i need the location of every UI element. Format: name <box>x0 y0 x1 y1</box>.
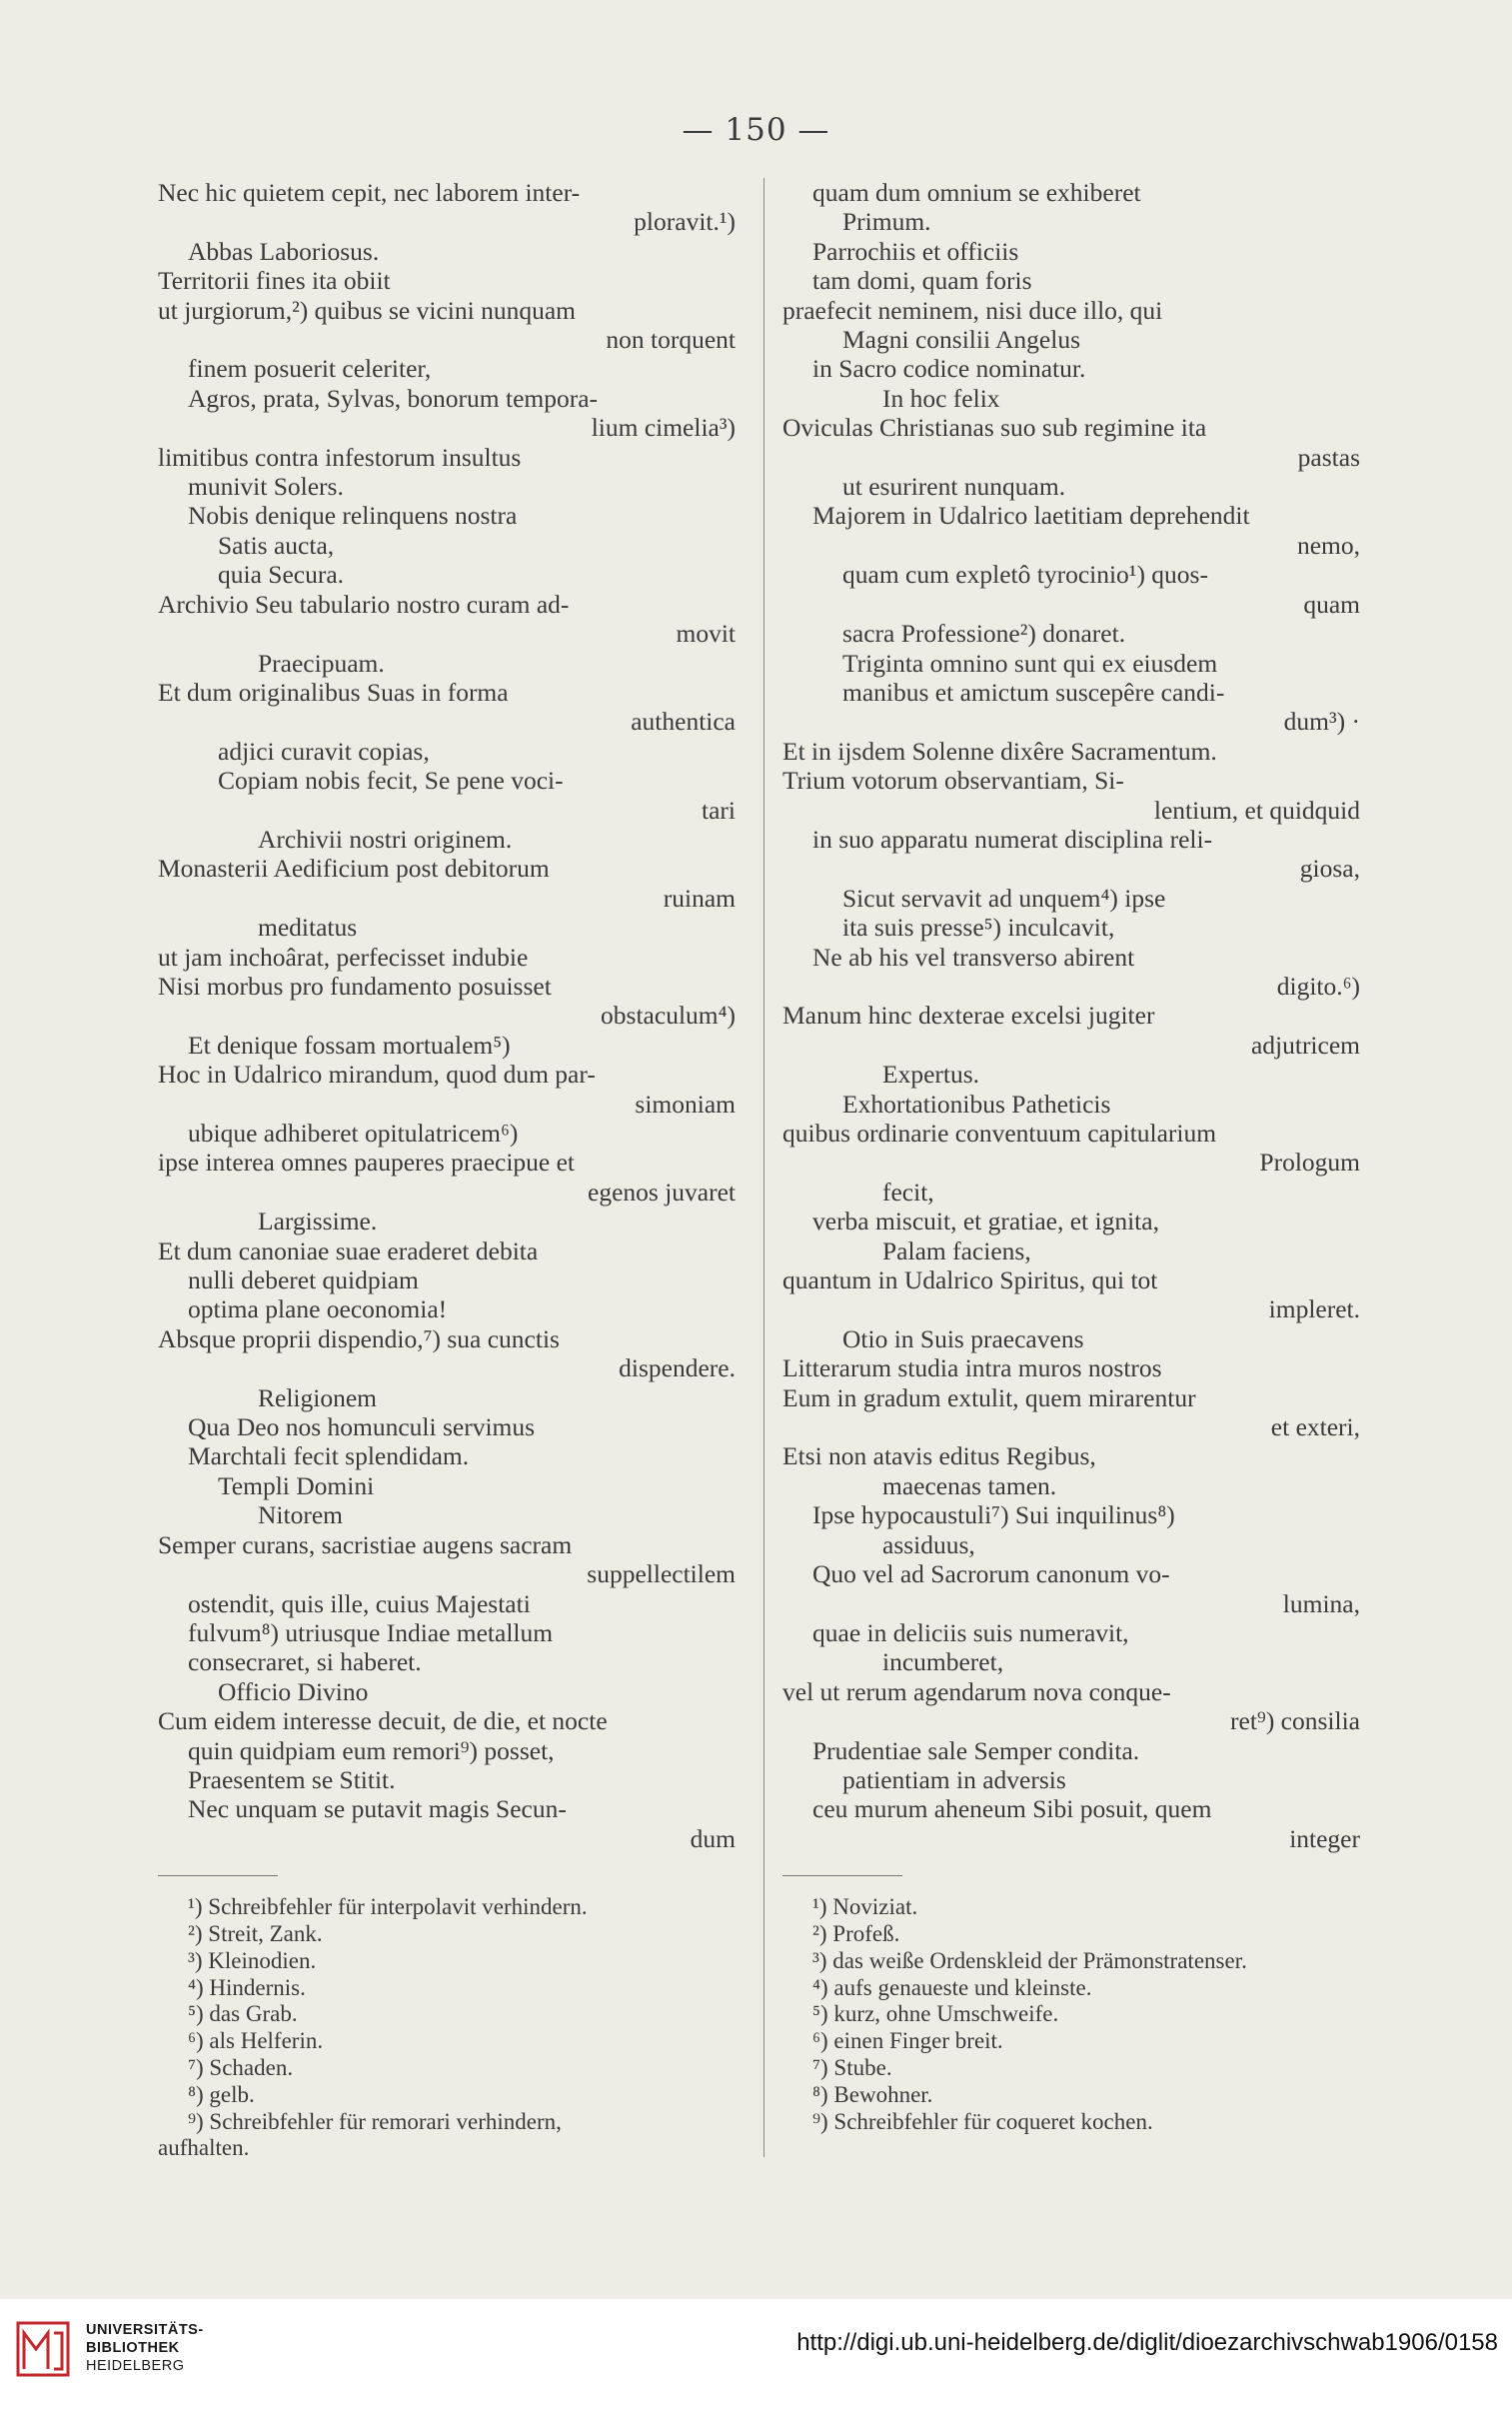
right-column-text-line: Expertus. <box>882 1060 980 1090</box>
footer-bar <box>0 2299 1512 2418</box>
left-column-text-line: tari <box>702 795 736 825</box>
right-column-text-line: Ipse hypocaustuli⁷) Sui inquilinus⁸) <box>812 1500 1175 1530</box>
right-column-text-line: quantum in Udalrico Spiritus, qui tot <box>782 1265 1158 1295</box>
right-column-text-line: Trium votorum observantiam, Si- <box>782 766 1124 796</box>
right-column-text-line: Exhortationibus Patheticis <box>842 1089 1111 1119</box>
right-column-text-line: fecit, <box>882 1177 934 1207</box>
left-column-text-line: Nitorem <box>258 1500 343 1530</box>
left-column-text-line: Archivii nostri originem. <box>258 824 513 854</box>
right-column-text-line: manibus et amictum suscepêre candi- <box>842 677 1225 707</box>
left-column-text-line: dum <box>690 1823 736 1853</box>
right-column-text-line: integer <box>1289 1823 1360 1853</box>
footnote-rule <box>782 1875 902 1876</box>
left-column-footnote: ²) Streit, Zank. <box>188 1920 323 1946</box>
right-column-text-line: ut esurirent nunquam. <box>842 472 1066 502</box>
right-column-text-line: verba miscuit, et gratiae, et ignita, <box>812 1207 1159 1236</box>
right-column-text-line: Etsi non atavis editus Regibus, <box>782 1441 1096 1471</box>
left-column-text-line: Et dum originalibus Suas in forma <box>158 677 509 707</box>
left-column-text-line: Abbas Laboriosus. <box>188 236 380 266</box>
logo-line-2: BIBLIOTHEK <box>86 2340 180 2356</box>
university-logo-icon <box>14 2319 72 2379</box>
left-column <box>158 178 746 2162</box>
right-column-footnote: ⁹) Schreibfehler für coqueret kochen. <box>812 2108 1153 2134</box>
left-column-text-line: Praesentem se Stitit. <box>188 1764 396 1794</box>
left-column-footnote: ⁹) Schreibfehler für remorari verhindern, <box>188 2108 562 2134</box>
left-column-footnote: ⁶) als Helferin. <box>188 2028 324 2054</box>
left-column-text-line: ploravit.¹) <box>634 207 736 237</box>
left-column-text-line: Agros, prata, Sylvas, bonorum tempora- <box>188 383 599 413</box>
left-column-text-line: Largissime. <box>258 1207 378 1236</box>
left-column-text-line: Praecipuam. <box>258 648 385 678</box>
left-column-text-line: Satis aucta, <box>218 530 335 560</box>
right-column-text-line: Quo vel ad Sacrorum canonum vo- <box>812 1559 1170 1589</box>
left-column-text-line: Cum eidem interesse decuit, de die, et nocte <box>158 1706 608 1736</box>
right-column-text-line: Manum hinc dexterae excelsi jugiter <box>782 1001 1155 1031</box>
right-column-text-line: praefecit neminem, nisi duce illo, qui <box>782 295 1163 325</box>
right-column-text-line: quam dum omnium se exhiberet <box>812 178 1141 207</box>
right-column-text-line: giosa, <box>1299 854 1360 884</box>
left-column-text-line: Nec hic quietem cepit, nec laborem inter- <box>158 178 581 207</box>
left-column-text-line: Marchtali fecit splendidam. <box>188 1441 470 1471</box>
right-column-text-line: Palam faciens, <box>882 1235 1031 1265</box>
left-column-text-line: Et denique fossam mortualem⁵) <box>188 1030 511 1060</box>
left-column-text-line: Archivio Seu tabulario nostro curam ad- <box>158 589 570 619</box>
right-column-footnote: ⁷) Stube. <box>812 2054 892 2080</box>
right-column-text-line: quibus ordinarie conventuum capitularium <box>782 1119 1217 1148</box>
left-column-footnote: ⁸) gelb. <box>188 2081 255 2107</box>
right-column-text-line: tam domi, quam foris <box>812 266 1032 296</box>
left-column-text-line: Territorii fines ita obiit <box>158 266 391 296</box>
column-divider <box>763 178 764 2157</box>
left-column-text-line: Qua Deo nos homunculi servimus <box>188 1412 536 1442</box>
left-column-text-line: Templi Domini <box>218 1470 375 1500</box>
right-column-text-line: Litterarum studia intra muros nostros <box>782 1353 1162 1383</box>
right-column-text-line: et exteri, <box>1270 1412 1360 1442</box>
left-column-text-line: limitibus contra infestorum insultus <box>158 442 522 472</box>
right-column-text-line: Eum in gradum extulit, quem mirarentur <box>782 1382 1196 1412</box>
right-column-footnote: ²) Profeß. <box>812 1920 900 1946</box>
left-column-text-line: ubique adhiberet opitulatricem⁶) <box>188 1119 519 1148</box>
source-url-link[interactable]: http://digi.ub.uni-heidelberg.de/diglit/dioezarchivschwab1906/0158 <box>796 2329 1498 2356</box>
left-column-text-line: Monasterii Aedificium post debitorum <box>158 854 550 884</box>
left-column-footnote: ⁵) das Grab. <box>188 2001 298 2027</box>
right-column-text-line: in Sacro codice nominatur. <box>812 354 1086 384</box>
left-column-text-line: consecraret, si haberet. <box>188 1647 422 1677</box>
right-column-footnote: ⁸) Bewohner. <box>812 2081 933 2107</box>
left-column-text-line: meditatus <box>258 913 358 943</box>
right-column-text-line: ita suis presse⁵) inculcavit, <box>842 913 1115 943</box>
right-column-text-line: Otio in Suis praecavens <box>842 1323 1084 1353</box>
left-column-text-line: lium cimelia³) <box>591 413 736 443</box>
right-column-text-line: Sicut servavit ad unquem⁴) ipse <box>842 883 1166 913</box>
right-column-footnote: ⁵) kurz, ohne Umschweife. <box>812 2001 1059 2027</box>
page-number: — 150 — <box>682 112 830 148</box>
left-column-text-line: Officio Divino <box>218 1676 369 1706</box>
right-column-text-line: sacra Professione²) donaret. <box>842 619 1126 649</box>
right-column-text-line: Parrochiis et officiis <box>812 236 1019 266</box>
left-column-text-line: Semper curans, sacristiae augens sacram <box>158 1529 573 1559</box>
left-column-text-line: non torquent <box>606 325 736 355</box>
left-column-text-line: dispendere. <box>619 1353 736 1383</box>
right-column-footnote: ³) das weiße Ordenskleid der Prämonstratenser. <box>812 1947 1247 1973</box>
right-column-text-line: quam <box>1303 589 1360 619</box>
left-column-text-line: Nec unquam se putavit magis Secun- <box>188 1794 567 1824</box>
left-column-text-line: suppellectilem <box>587 1559 736 1589</box>
left-column-text-line: Religionem <box>258 1382 377 1412</box>
left-column-text-line: Nisi morbus pro fundamento posuisset <box>158 971 552 1001</box>
left-column-text-line: Nobis denique relinquens nostra <box>188 501 518 531</box>
logo-line-3: HEIDELBERG <box>86 2358 185 2374</box>
right-column-text-line: Majorem in Udalrico laetitiam deprehendit <box>812 501 1250 531</box>
left-column-text-line: adjici curavit copias, <box>218 736 430 766</box>
left-column-text-line: Absque proprii dispendio,⁷) sua cunctis <box>158 1323 560 1353</box>
right-column-text-line: dum³) · <box>1283 707 1360 737</box>
left-column-footnote: ¹) Schreibfehler für interpolavit verhindern. <box>188 1894 588 1920</box>
left-column-text-line: movit <box>676 619 736 649</box>
left-column-text-line: ut jurgiorum,²) quibus se vicini nunquam <box>158 295 576 325</box>
left-column-footnote: ⁷) Schaden. <box>188 2054 294 2080</box>
right-column-text-line: quae in deliciis suis numeravit, <box>812 1617 1129 1647</box>
left-column-text-line: finem posuerit celeriter, <box>188 354 432 384</box>
right-column-text-line: lentium, et quidquid <box>1153 795 1360 825</box>
left-column-text-line: quia Secura. <box>218 560 345 590</box>
right-column-text-line: Et in ijsdem Solenne dixêre Sacramentum. <box>782 736 1217 766</box>
logo-line-1: UNIVERSITÄTS- <box>86 2322 204 2338</box>
right-column-text-line: impleret. <box>1268 1294 1360 1324</box>
right-column-text-line: adjutricem <box>1250 1030 1360 1060</box>
left-column-text-line: ruinam <box>663 883 736 913</box>
right-column-text-line: Primum. <box>842 207 931 237</box>
right-column-footnote: ⁶) einen Finger breit. <box>812 2028 1003 2054</box>
right-column-text-line: Prologum <box>1259 1148 1360 1178</box>
right-column-text-line: incumberet, <box>882 1647 1004 1677</box>
right-column-text-line: assiduus, <box>882 1529 975 1559</box>
right-column-text-line: patientiam in adversis <box>842 1764 1066 1794</box>
right-column-text-line: vel ut rerum agendarum nova conque- <box>782 1676 1171 1706</box>
left-column-text-line: authentica <box>631 707 736 737</box>
left-column-text-line: quin quidpiam eum remori⁹) posset, <box>188 1735 555 1765</box>
left-column-text-line: Et dum canoniae suae eraderet debita <box>158 1235 539 1265</box>
right-column-text-line: ceu murum aheneum Sibi posuit, quem <box>812 1794 1212 1824</box>
left-column-footnote: ⁴) Hindernis. <box>188 1974 306 2000</box>
right-column-footnote: ¹) Noviziat. <box>812 1894 918 1920</box>
right-column-text-line: Oviculas Christianas suo sub regimine ita <box>782 413 1207 443</box>
right-column-footnote: ⁴) aufs genaueste und kleinste. <box>812 1974 1092 2000</box>
left-column-text-line: nulli deberet quidpiam <box>188 1265 419 1295</box>
left-column-text-line: simoniam <box>635 1089 736 1119</box>
left-column-text-line: fulvum⁸) utriusque Indiae metallum <box>188 1617 554 1647</box>
university-library-name <box>86 2321 204 2375</box>
right-column-text-line: ret⁹) consilia <box>1230 1706 1360 1736</box>
right-column-text-line: Ne ab his vel transverso abirent <box>812 942 1135 972</box>
left-column-text-line: munivit Solers. <box>188 472 344 502</box>
left-column-footnote: ³) Kleinodien. <box>188 1947 317 1973</box>
footnote-rule <box>158 1875 278 1876</box>
right-column-text-line: pastas <box>1297 442 1360 472</box>
right-column-text-line: maecenas tamen. <box>882 1470 1057 1500</box>
right-column-text-line: In hoc felix <box>882 383 1000 413</box>
left-column-text-line: ostendit, quis ille, cuius Majestati <box>188 1588 531 1618</box>
right-column-text-line: in suo apparatu numerat disciplina reli- <box>812 824 1213 854</box>
right-column-text-line: lumina, <box>1282 1588 1360 1618</box>
right-column-text-line: nemo, <box>1296 530 1360 560</box>
right-column-text-line: Magni consilii Angelus <box>842 325 1080 355</box>
left-column-text-line: optima plane oeconomia! <box>188 1294 448 1324</box>
right-column-text-line: quam cum expletô tyrocinio¹) quos- <box>842 560 1208 590</box>
right-column-text-line: digito.⁶) <box>1276 971 1360 1001</box>
left-column-text-line: obstaculum⁴) <box>601 1001 736 1031</box>
left-column-text-line: ipse interea omnes pauperes praecipue et <box>158 1148 576 1178</box>
left-column-text-line: Hoc in Udalrico mirandum, quod dum par- <box>158 1060 596 1090</box>
left-column-text-line: egenos juvaret <box>588 1177 736 1207</box>
right-column-text-line: Prudentiae sale Semper condita. <box>812 1735 1140 1765</box>
right-column-text-line: Triginta omnino sunt qui ex eiusdem <box>842 648 1218 678</box>
left-column-text-line: Copiam nobis fecit, Se pene voci- <box>218 766 564 796</box>
left-column-text-line: ut jam inchoârat, perfecisset indubie <box>158 942 529 972</box>
left-column-footnote: aufhalten. <box>158 2135 250 2161</box>
right-column <box>782 178 1370 2135</box>
